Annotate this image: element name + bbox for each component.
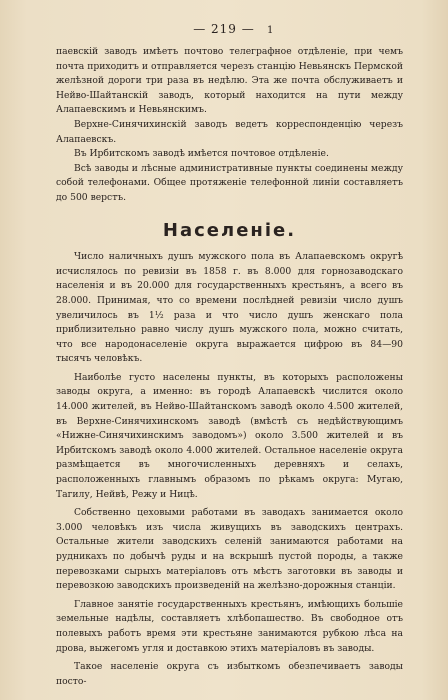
page-number: — 219 —	[193, 22, 255, 36]
paragraph-verkhne-sinyachikha: Верхне-Синячихинскій заводъ ведетъ корреспонденцію черезъ Алапаевскъ.	[56, 118, 403, 145]
paragraph-population-count: Число наличныхъ душъ мужского пола въ Алапаевскомъ округѣ исчислялось по ревизіи въ 1858 г. въ 8.000 для горнозаводскаго населенія и въ 20.000 для государственныхъ крестьянъ, а всего въ 28.000. Принимая, что со времени послѣдней ревизіи число душъ увеличилось въ 1½ раза и что число душъ женскаго пола приблизительно равно числу душъ мужского пола, можно считать, что все народонаселеніе округа выражается цифрою въ 84—90 тысячъ человѣкъ.	[56, 251, 403, 365]
margin-mark: 1	[267, 25, 274, 36]
paragraph-factory-workers: Собственно цеховыми работами въ заводахъ занимается около 3.000 человѣкъ изъ числа живущихъ въ заводскихъ центрахъ. Остальные жители заводскихъ селеній занимаются работами на рудникахъ по добычѣ руды и на вскрышѣ пустой породы, а также перевозками сырыхъ матеріаловъ отъ мѣстъ заготовки въ заводы и перевозкою заводскихъ произведеній на желѣзно-дорожныя станціи.	[56, 507, 403, 592]
page-body	[56, 45, 403, 689]
section-heading: Населеніе.	[162, 219, 297, 241]
paragraph-dense-settlements: Наиболѣе густо населены пункты, въ которыхъ расположены заводы округа, а именно: въ городѣ Алапаевскѣ числится около 14.000 жителей, въ Нейво-Шайтанскомъ заводѣ около 4.500 жителей, въ Верхне-Синячихинскомъ заводѣ (вмѣстѣ съ недѣйствующимъ «Нижне-Синячихинскимъ заводомъ») около 3.500 жителей и въ Ирбитскомъ заводѣ около 4.000 жителей. Остальное населеніе округа размѣщается въ многочисленныхъ деревняхъ и селахъ, расположенныхъ главнымъ образомъ по рѣкамъ округа: Мугаю, Тагилу, Нейвѣ, Режу и Ницѣ.	[56, 371, 403, 500]
paragraph-telephones: Всѣ заводы и лѣсные административные пункты соединены между собой телефонами. Общее протяженіе телефонной линіи составляетъ до 500 верстъ.	[56, 162, 403, 203]
paragraph-irbit-post: Въ Ирбитскомъ заводѣ имѣется почтовое отдѣленіе.	[74, 148, 329, 160]
paragraph-postal-service: паевскій заводъ имѣетъ почтово телеграфное отдѣленіе, при чемъ почта приходитъ и отправляется черезъ станцію Невьянскъ Пермской желѣзной дороги три раза въ недѣлю. Эта же почта обслуживаетъ и Нейво-Шайтанскій заводъ, который находится на пути между Алапаевскимъ и Невьянскимъ.	[56, 46, 403, 116]
paragraph-labor-supply: Такое населеніе округа съ избыткомъ обезпечиваетъ заводы посто-	[56, 661, 403, 687]
paragraph-peasants-occupation: Главное занятіе государственныхъ крестьянъ, имѣющихъ большіе земельные надѣлы, составляетъ хлѣбопашество. Въ свободное отъ полевыхъ работъ время эти крестьяне занимаются рубкою лѣса на дрова, выжегомъ угля и доставкою этихъ матеріаловъ въ заводы.	[56, 598, 403, 654]
